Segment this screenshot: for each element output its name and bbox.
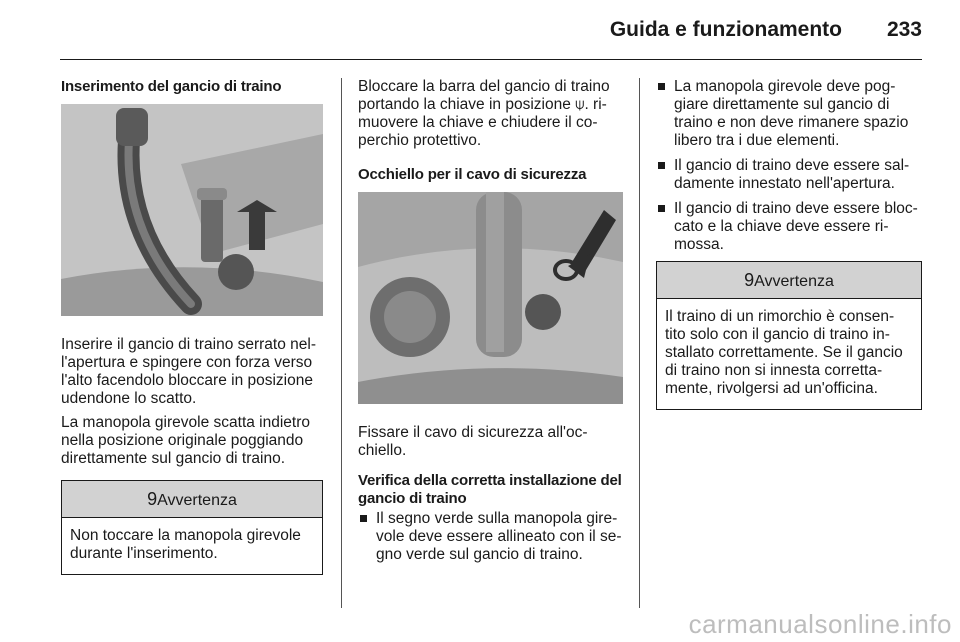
body-text: La manopola girevole scatta indietro nella posizione originale poggiando direttamente sul gancio di traino. bbox=[61, 414, 311, 467]
warning-box bbox=[656, 261, 922, 410]
warning-icon: 9 bbox=[147, 489, 158, 509]
column-1 bbox=[61, 78, 323, 575]
section-heading: Occhiello per il cavo di sicurezza bbox=[358, 166, 587, 183]
warning-header bbox=[657, 262, 921, 299]
list-item: Il gancio di traino deve essere bloc-cato e la chiave deve essere ri-mossa. bbox=[656, 200, 922, 254]
safety-cable-eyelet-photo bbox=[358, 192, 623, 404]
warning-title: Avvertenza bbox=[157, 492, 237, 509]
body-text: Fissare il cavo di sicurezza all'oc-chiello. bbox=[358, 424, 588, 459]
towbar-insertion-illustration bbox=[61, 104, 323, 316]
list-item: Il segno verde sulla manopola gire-vole deve essere allineato con il se-gno verde sul gancio di traino. bbox=[358, 510, 623, 564]
warning-text: Non toccare la manopola girevole durante l'inserimento. bbox=[70, 527, 301, 562]
column-divider bbox=[341, 78, 342, 608]
safety-cable-eyelet-illustration bbox=[358, 192, 623, 404]
column-3 bbox=[656, 78, 922, 410]
body-text: Inserire il gancio di traino serrato nel-l'apertura e spingere con forza verso l'alto facendolo bloccare in posizione udendone lo scatto. bbox=[61, 336, 317, 407]
list-item: Il gancio di traino deve essere sal-damente innestato nell'apertura. bbox=[656, 157, 922, 193]
towbar-insertion-photo bbox=[61, 104, 323, 316]
warning-header bbox=[62, 481, 322, 518]
page-header bbox=[60, 14, 922, 60]
watermark: carmanualsonline.info bbox=[688, 609, 952, 639]
column-2 bbox=[358, 78, 623, 571]
warning-box bbox=[61, 480, 323, 575]
warning-title: Avvertenza bbox=[754, 273, 834, 290]
section-heading: Inserimento del gancio di traino bbox=[61, 78, 282, 95]
bullet-list bbox=[358, 510, 623, 564]
section-heading: Verifica della corretta installazione del gancio di traino bbox=[358, 472, 622, 507]
bullet-list bbox=[656, 78, 922, 254]
page-number: 233 bbox=[886, 18, 922, 41]
warning-icon: 9 bbox=[744, 270, 755, 290]
list-item: La manopola girevole deve pog-giare direttamente sul gancio di traino e non deve rimanere spazio libero tra i due elementi. bbox=[656, 78, 922, 150]
header-title: Guida e funzionamento bbox=[609, 18, 842, 41]
column-divider bbox=[639, 78, 640, 608]
body-text: Bloccare la barra del gancio di traino portando la chiave in posizione ⍦. ri-muovere la chiave e chiudere il co-perchio protettivo. bbox=[358, 78, 610, 149]
warning-text: Il traino di un rimorchio è consen-tito solo con il gancio di traino in-stallato correttamente. Se il gancio di traino non si innesta corretta-mente, rivolgersi ad un'officina. bbox=[665, 308, 903, 397]
